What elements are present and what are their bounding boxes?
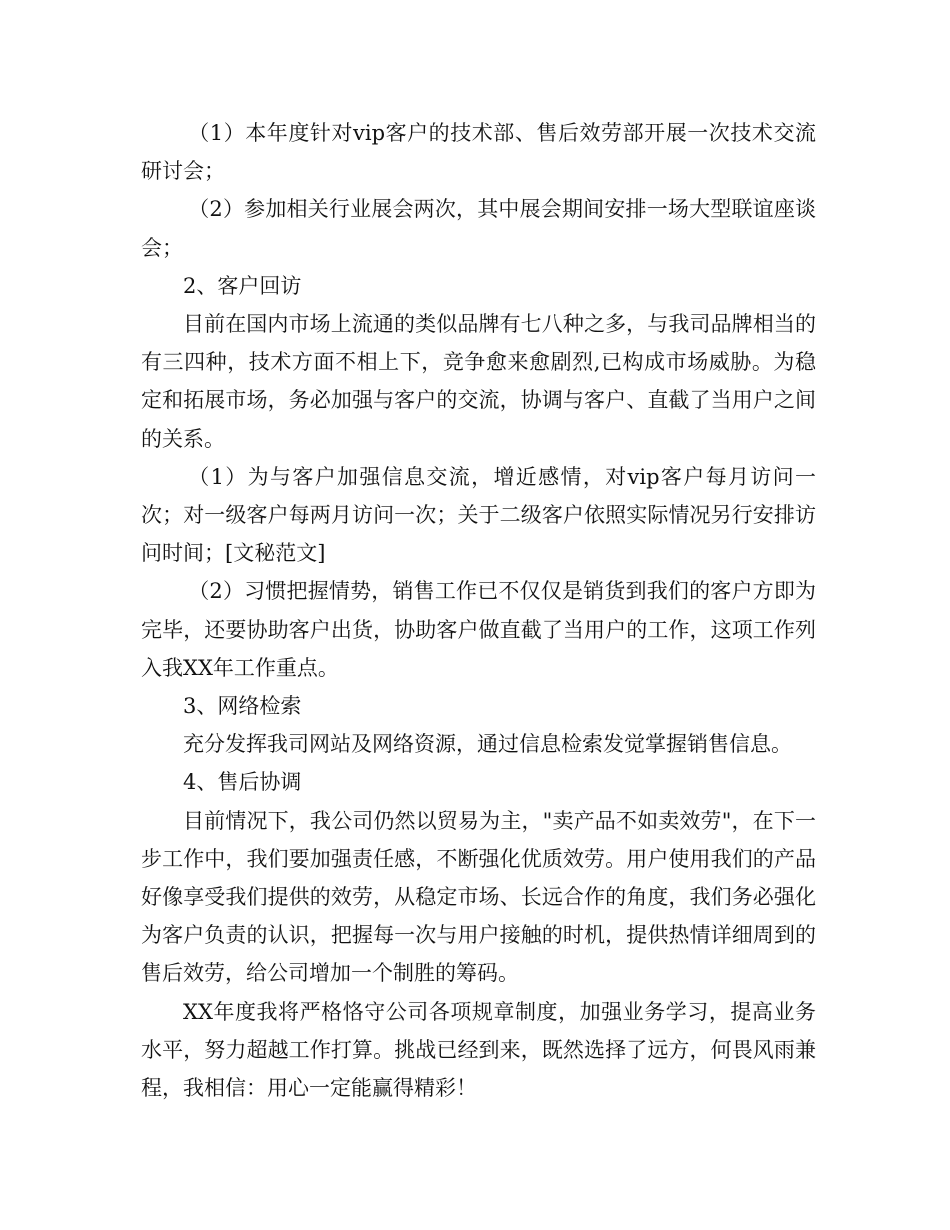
paragraph-visit-schedule: （1）为与客户加强信息交流，增近感情，对vip客户每月访问一次；对一级客户每两月访问一次；关于二级客户依照实际情况另行安排访问时间；[文秘范文] [141,464,816,566]
paragraph-sales-work: （2）习惯把握情势，销售工作已不仅仅是销货到我们的客户方即为完毕，还要协助客户出货，协助客户做直截了当用户的工作，这项工作列入我XX年工作重点。 [141,579,816,680]
paragraph-after-sales-service: 目前情况下，我公司仍然以贸易为主，"卖产品不如卖效劳"，在下一步工作中，我们要加强责任感，不断强化优质效劳。用户使用我们的产品好像享受我们提供的效劳，从稳定市场、长远合作的角度，我们务必强化为客户负责的认识，把握每一次与用户接触的时机，提供热情详细周到的售后效劳，给公司增加一个制胜的筹码。 [141,808,816,986]
section-heading-after-sales: 4、售后协调 [183,770,302,795]
section-heading-network-search: 3、网络检索 [183,694,302,719]
paragraph-conclusion: XX年度我将严格恪守公司各项规章制度，加强业务学习，提高业务水平，努力超越工作打算。挑战已经到来，既然选择了远方，何畏风雨兼程，我相信：用心一定能赢得精彩！ [141,999,816,1101]
paragraph-network-resources: 充分发挥我司网站及网络资源，通过信息检索发觉掌握销售信息。 [183,732,792,757]
section-heading-customer-visits: 2、客户回访 [183,273,302,298]
paragraph-market-situation: 目前在国内市场上流通的类似品牌有七八种之多，与我司品牌相当的有三四种，技术方面不相上下，竞争愈来愈剧烈,已构成市场威胁。为稳定和拓展市场，务必加强与客户的交流，协调与客户、直截了当用户之间的关系。 [141,312,816,451]
paragraph-plan-item-2: （2）参加相关行业展会两次，其中展会期间安排一场大型联谊座谈会； [141,197,816,260]
document-body [141,114,816,1107]
paragraph-plan-item-1: （1）本年度针对vip客户的技术部、售后效劳部开展一次技术交流研讨会； [141,121,816,184]
